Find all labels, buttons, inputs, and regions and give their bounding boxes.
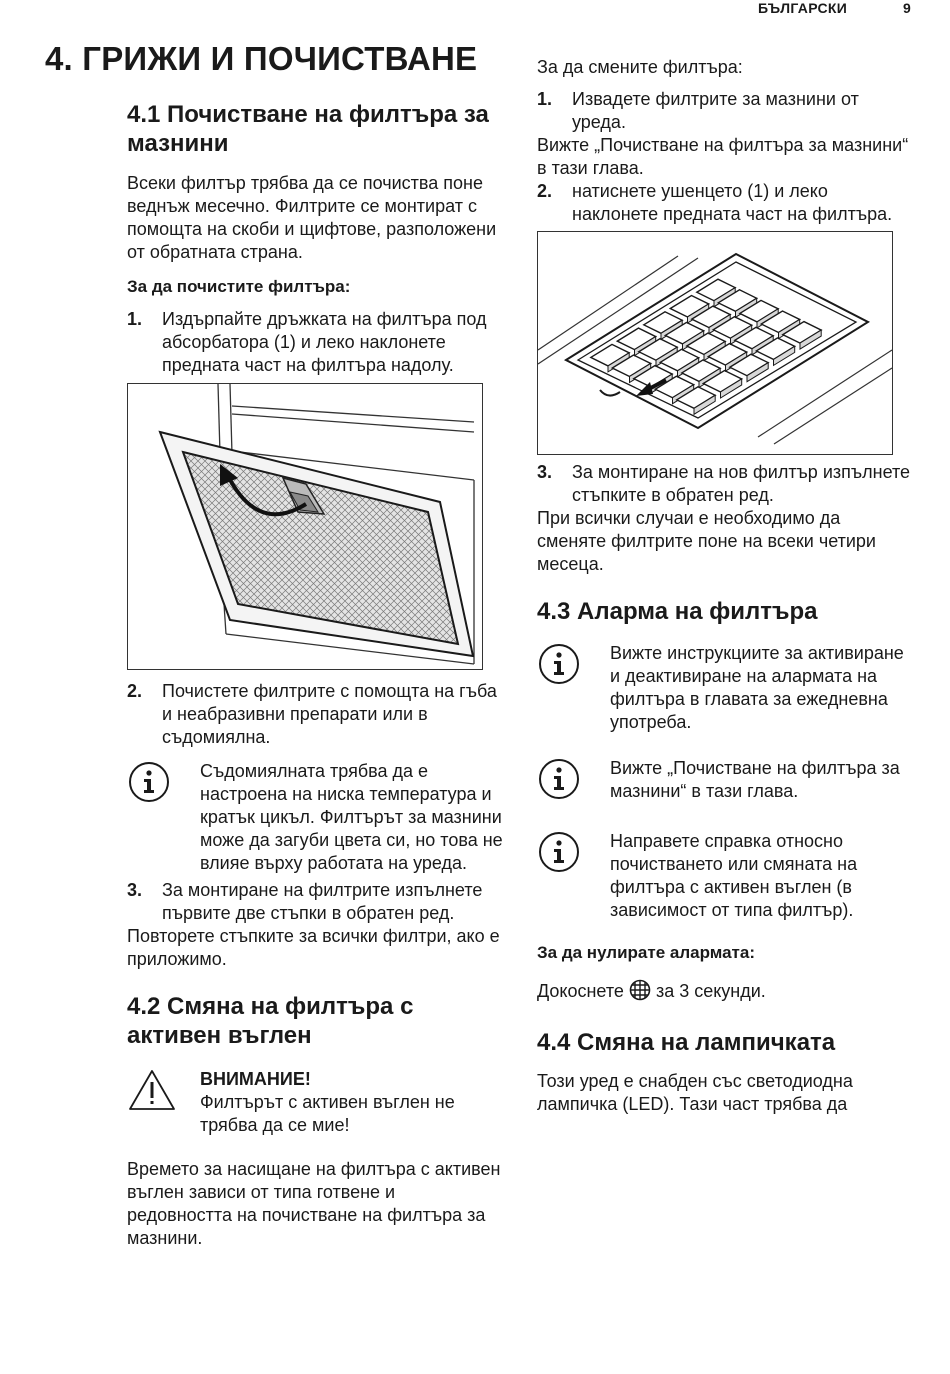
warning-triangle-icon [127,1068,200,1137]
clean-step-2 [127,680,505,749]
note-text: Вижте „Почистване на филтъра за мазнини“ в тази глава. [610,758,900,801]
heading-4-3: 4.3 Аларма на филтъра [537,598,818,625]
lamp-body: Този уред е снабден със светодиодна лампичка (LED). Тази част трябва да [537,1071,853,1114]
replace-intro: За да смените филтъра: [537,57,743,77]
note-text: Направете справка относно почистването или смяната на филтъра с активен въглен (в зависимост от типа филтър). [610,831,858,920]
reset-alarm-instruction [537,979,912,1007]
step-number: 1. [537,89,553,109]
step-number: 1. [127,309,143,329]
filter-grid-icon [629,979,651,1007]
step-text: Издърпайте дръжката на филтъра под абсорбатора (1) и леко наклонете предната част на филтъра надолу. [162,309,487,375]
step-text: Извадете филтрите за мазнини от уреда. [572,89,859,132]
note-text: Съдомиялната трябва да е настроена на ниска температура и кратък цикъл. Филтърът за мазнини може да загуби цвета си, но това не влияе върху работата на уреда. [200,761,503,873]
carbon-filter-illustration [537,231,893,455]
heading-4-2: 4.2 Смяна на филтъра с активен въглен [127,993,414,1049]
info-circle-icon [537,830,610,922]
info-circle-icon [537,757,610,807]
grease-filter-illustration [127,383,483,670]
header-language: БЪЛГАРСКИ [758,0,848,16]
left-column [127,100,505,1250]
reset-text-after: за 3 секунди. [655,981,766,1001]
replace-step-2 [537,180,912,226]
step-text: Почистете филтрите с помощта на гъба и неабразивни препарати или в съдомиялна. [162,681,497,747]
warning-note [127,1068,505,1137]
step-number: 2. [127,681,143,701]
right-column [537,57,912,1116]
step-text: За монтиране на филтрите изпълнете първите две стъпки в обратен ред. [162,880,483,923]
note-text: Вижте инструкциите за активиране и деактивиране на алармата на филтъра в главата за ежедневна употреба. [610,643,904,732]
warning-title: ВНИМАНИЕ! [200,1069,311,1089]
info-circle-icon [537,642,610,734]
heading-4-1: 4.1 Почистване на филтъра за мазнини [127,101,489,157]
replace-step-3 [537,461,912,507]
step-number: 2. [537,181,553,201]
clean-step-3 [127,879,505,925]
replace-step-1 [537,88,912,134]
reset-text-before: Докоснете [537,981,624,1001]
filter-alarm-info-3 [537,830,912,922]
reset-alarm-subheading: За да нулирате алармата: [537,943,756,962]
dishwasher-info-note [127,760,505,875]
step-number: 3. [127,880,143,900]
clean-step-1 [127,308,505,377]
info-circle-icon [127,760,200,875]
carbon-filter-body: Времето за насищане на филтъра с активен въглен зависи от типа готвене и редовността на почистване на филтъра за мазнини. [127,1159,501,1248]
grease-filter-intro: Всеки филтър трябва да се почиства поне веднъж месечно. Филтрите се монтират с помощта на скоби и щифтове, разположени от обратната страна. [127,173,497,262]
step-text: натиснете ушенцето (1) и леко наклонете предната част на филтъра. [572,181,893,224]
filter-alarm-info-2 [537,757,912,807]
page-title: 4. ГРИЖИ И ПОЧИСТВАНЕ [45,40,478,77]
replace-interval-text: При всички случаи е необходимо да сменяте филтрите поне на всеки четири месеца. [537,508,876,574]
heading-4-4: 4.4 Смяна на лампичката [537,1029,836,1056]
page-number: 9 [903,0,912,16]
step-number: 3. [537,462,553,482]
warning-text: Филтърът с активен въглен не трябва да се мие! [200,1092,455,1135]
step-text: За монтиране на нов филтър изпълнете стъпките в обратен ред. [572,462,911,505]
clean-filter-subheading: За да почистите филтъра: [127,277,351,296]
filter-alarm-info-1 [537,642,912,734]
repeat-steps-text: Повторете стъпките за всички филтри, ако е приложимо. [127,926,500,969]
see-grease-filter-ref: Вижте „Почистване на филтъра за мазнини“ в тази глава. [537,135,909,178]
